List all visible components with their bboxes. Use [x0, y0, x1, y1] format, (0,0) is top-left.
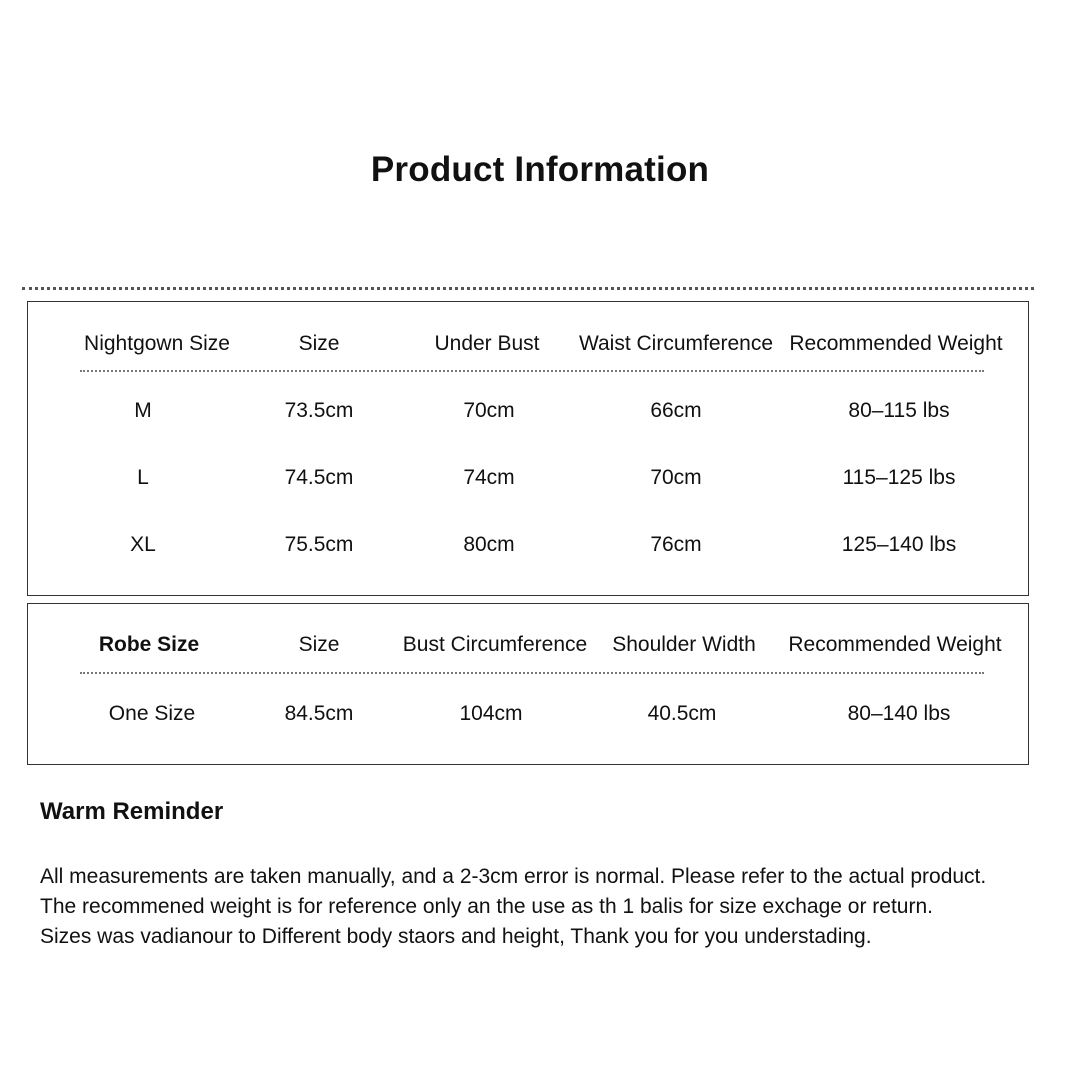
cell-length: 75.5cm: [284, 533, 354, 556]
cell-under-bust: 70cm: [463, 399, 515, 422]
table-row: [28, 391, 1028, 431]
header-size: Size: [298, 332, 340, 355]
cell-size-label: One Size: [108, 702, 196, 725]
header-nightgown-size: Nightgown Size: [84, 332, 230, 355]
table-header-row: [28, 625, 1028, 665]
cell-weight: 125–140 lbs: [841, 533, 957, 556]
header-waist-circumference: Waist Circumference: [578, 332, 774, 355]
header-shoulder-width: Shoulder Width: [612, 633, 756, 656]
cell-weight: 80–140 lbs: [847, 702, 951, 725]
table-row: [28, 458, 1028, 498]
header-divider: [80, 672, 984, 674]
nightgown-size-table: [27, 301, 1029, 596]
cell-length: 73.5cm: [284, 399, 354, 422]
cell-size-label: M: [134, 399, 152, 422]
header-recommended-weight: Recommended Weight: [789, 332, 1003, 355]
table-row: [28, 525, 1028, 565]
cell-shoulder: 40.5cm: [647, 702, 717, 725]
cell-size-label: L: [137, 466, 149, 489]
header-size: Size: [298, 633, 340, 656]
header-under-bust: Under Bust: [434, 332, 540, 355]
reminder-line: Sizes was vadianour to Different body staors and height, Thank you for you understading.: [40, 925, 872, 948]
cell-bust: 104cm: [459, 702, 523, 725]
page-title: Product Information: [370, 150, 710, 189]
cell-waist: 70cm: [650, 466, 702, 489]
header-robe-size: Robe Size: [98, 633, 200, 656]
reminder-line: All measurements are taken manually, and a 2-3cm error is normal. Please refer to the actual product.: [40, 865, 987, 888]
header-bust-circumference: Bust Circumference: [402, 633, 588, 656]
warm-reminder-heading: Warm Reminder: [40, 798, 224, 825]
table-header-row: [28, 324, 1028, 364]
cell-weight: 80–115 lbs: [848, 399, 950, 422]
cell-under-bust: 80cm: [463, 533, 515, 556]
warm-reminder-text: [40, 862, 986, 952]
title-divider: [22, 287, 1034, 290]
reminder-line: The recommened weight is for reference only an the use as th 1 balis for size exchage or return.: [40, 895, 933, 918]
header-recommended-weight: Recommended Weight: [788, 633, 1002, 656]
header-divider: [80, 370, 984, 372]
table-row: [28, 694, 1028, 734]
cell-waist: 66cm: [650, 399, 702, 422]
robe-size-table: [27, 603, 1029, 765]
cell-length: 74.5cm: [284, 466, 354, 489]
cell-under-bust: 74cm: [463, 466, 515, 489]
cell-length: 84.5cm: [284, 702, 354, 725]
cell-waist: 76cm: [650, 533, 702, 556]
cell-size-label: XL: [130, 533, 156, 556]
cell-weight: 115–125 lbs: [842, 466, 956, 489]
